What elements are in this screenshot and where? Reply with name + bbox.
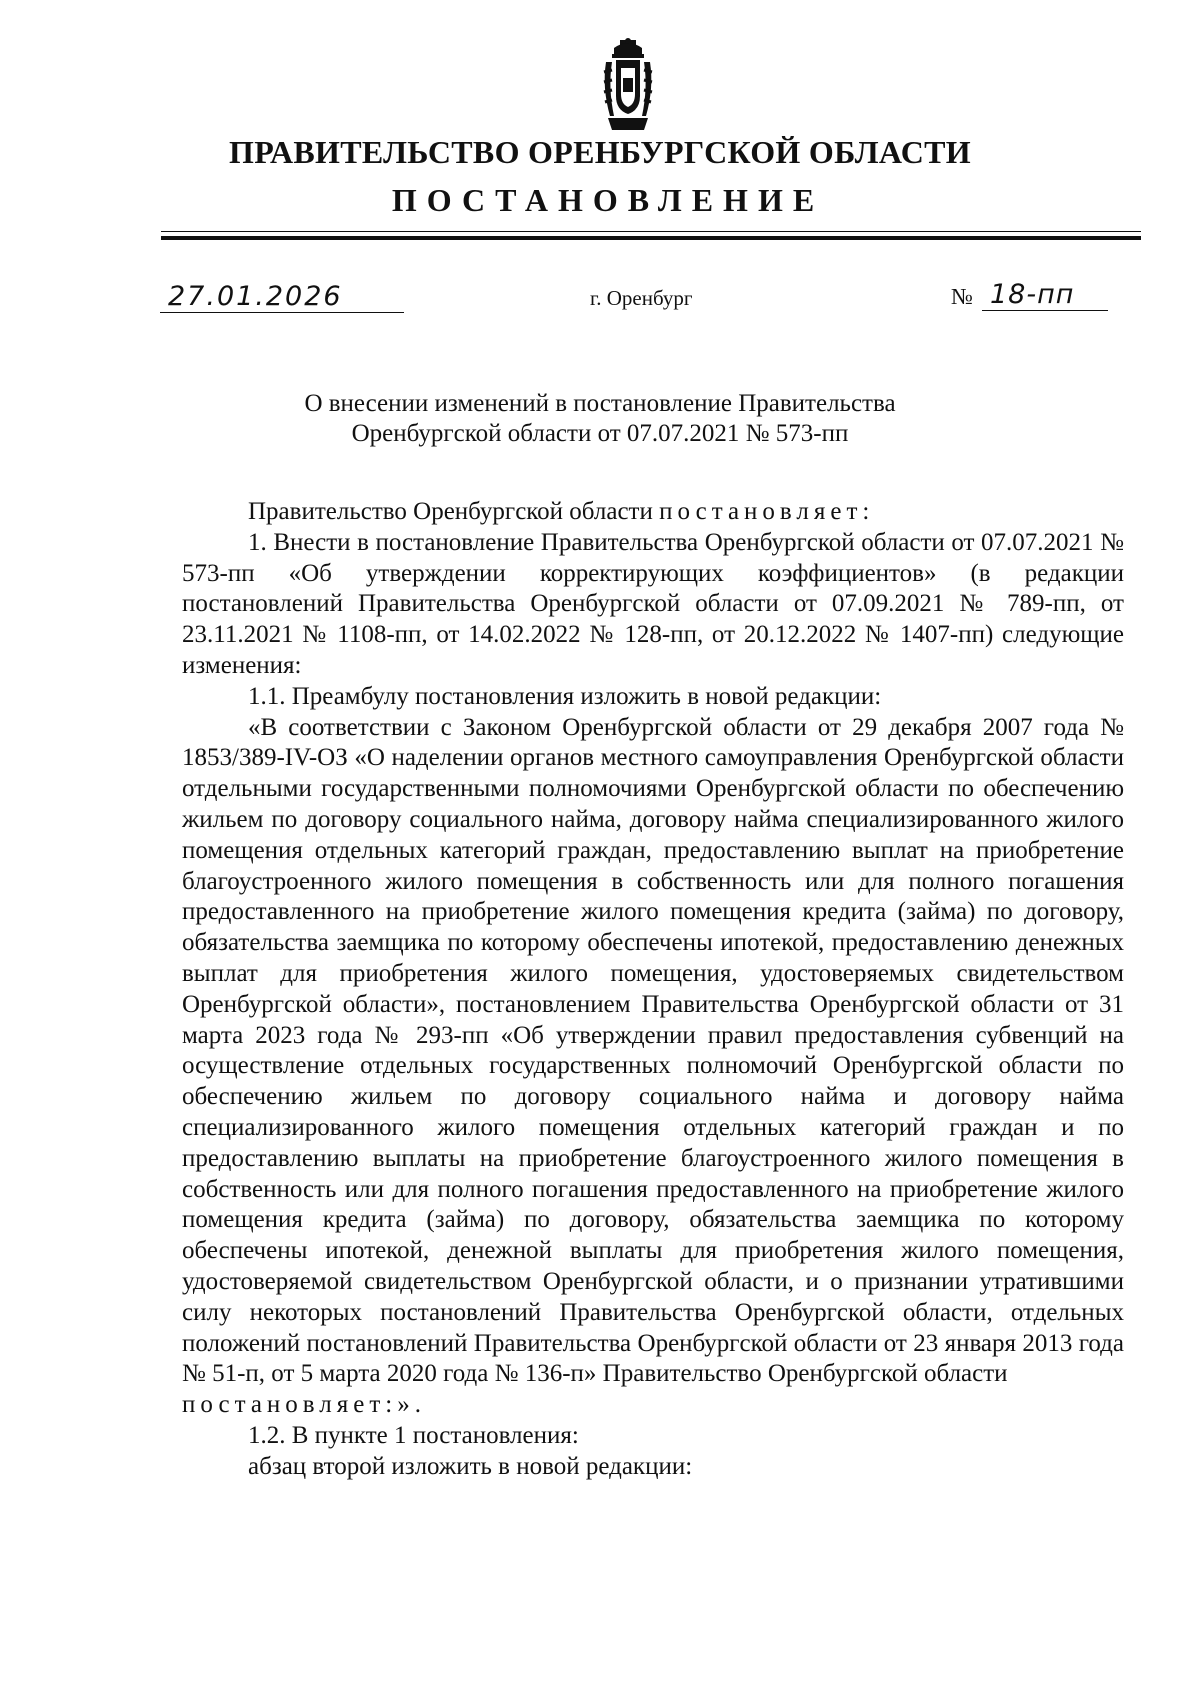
coat-of-arms-icon [600,38,656,134]
intro-paragraph [182,497,1124,528]
document-body [182,497,1124,1483]
document-type-title: ПОСТАНОВЛЕНИЕ [391,182,825,218]
intro-text: Правительство Оренбургской области [248,498,660,525]
intro-resolves: постановляет: [659,498,875,525]
number-sign: № [951,284,973,309]
document-number: 18-пп [982,280,1108,311]
paragraph-1: 1. Внести в постановление Правительства Оренбургской области от 07.07.2021 № 573-пп «Об утверждении корректирующих коэффициентов» (в редакции постановлений Правительства Оренбургской области от 07.09.2021 № 789-пп, от 23.11.2021 № 1108-пп, от 14.02.2022 № 128-пп, от 20.12.2022 № 1407-пп) следующие изменения: [182,528,1124,679]
document-city: г. Оренбург [590,286,693,310]
document-subject [0,389,1200,449]
paragraph-1-2: 1.2. В пункте 1 постановления: [248,1421,579,1449]
paragraph-1-2-a: абзац второй изложить в новой редакции: [248,1452,693,1480]
header-divider-thin [161,231,1141,232]
document-date: 27.01.2026 [160,282,404,313]
quote-resolves: постановляет:». [182,1391,426,1419]
header-divider-thick [161,236,1141,240]
paragraph-1-1: 1.1. Преамбулу постановления изложить в новой редакции: [248,682,882,710]
quote-text: «В соответствии с Законом Оренбургской области от 29 декабря 2007 года № 1853/389-IV-ОЗ «О наделении органов местного самоуправления Оренбургской области отдельными государственными полномочиями Оренбургской области по обеспечению жильем по договору социального найма, договору найма специализированного жилого помещения отдельных категорий граждан, предоставлению выплат на приобретение благоустроенного жилого помещения в собственность или для полного погашения предоставленного на приобретение жилого помещения кредита (займа) по договору, обязательства заемщика по которому обеспечены ипотекой, предоставлению денежных выплат для приобретения жилого помещения, удостоверяемых свидетельством Оренбургской области», постановлением Правительства Оренбургской области от 31 марта 2023 года № 293-пп «Об утверждении правил предоставления субвенций на осуществление отдельных государственных полномочий Оренбургской области по обеспечению жильем по договору социального найма и договору найма специализированного жилого помещения отдельных категорий граждан и по предоставлению выплаты на приобретение благоустроенного жилого помещения в собственность или для полного погашения предоставленного на приобретение жилого помещения кредита (займа) по договору, обязательства заемщика по которому обеспечены ипотекой, денежной выплаты для приобретения жилого помещения, удостоверяемой свидетельством Оренбургской области, и о признании утратившими силу некоторых постановлений Правительства Оренбургской области, отдельных положений постановлений Правительства Оренбургской области от 23 января 2013 года № 51-п, от 5 марта 2020 года № 136-п» Правительство Оренбургской области [182,713,1124,1388]
organization-title: ПРАВИТЕЛЬСТВО ОРЕНБУРГСКОЙ ОБЛАСТИ [229,134,971,170]
quote-paragraph [182,713,1124,1421]
subject-line-1: О внесении изменений в постановление Правительства [304,390,896,417]
subject-line-2: Оренбургской области от 07.07.2021 № 573-пп [351,420,849,447]
